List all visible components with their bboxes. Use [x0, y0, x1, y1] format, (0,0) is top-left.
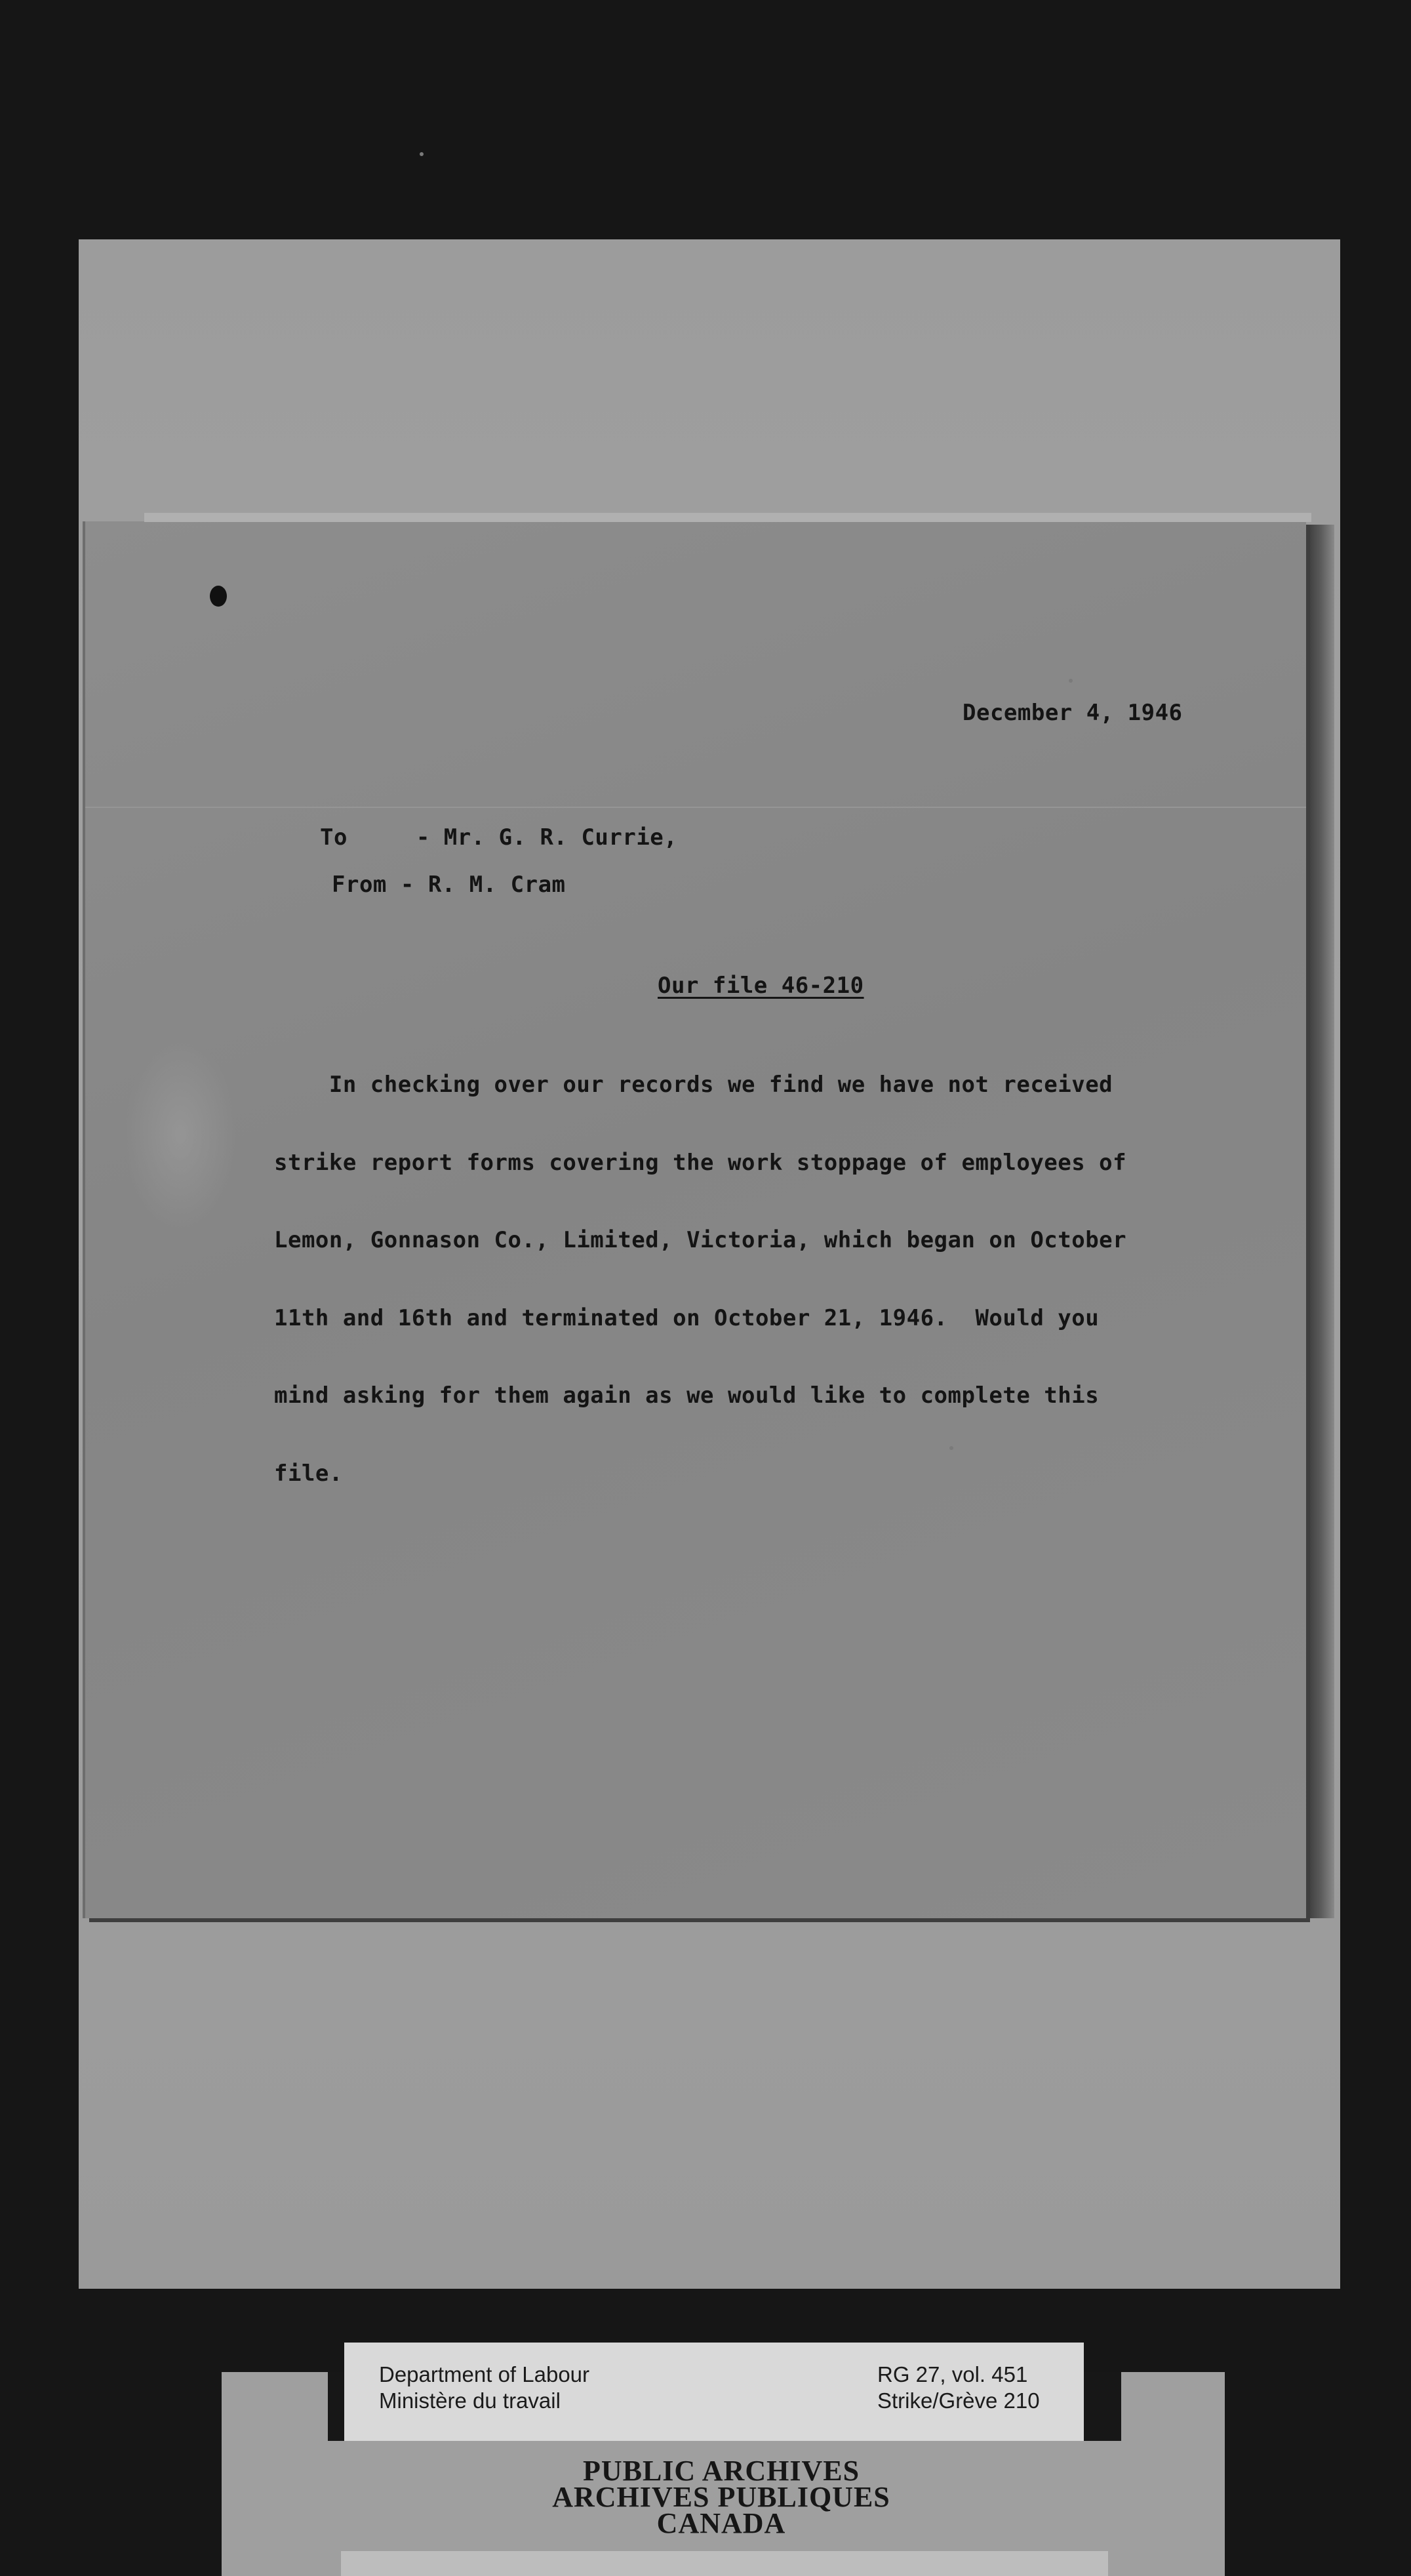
memo-from-row: [332, 872, 566, 897]
memo-body: [274, 1020, 1205, 1539]
stamp-line: CANADA: [656, 2507, 786, 2539]
body-line: strike report forms covering the work stoppage of employees of: [274, 1149, 1127, 1176]
film-speck: [949, 1446, 953, 1450]
label-shadow: [1082, 2372, 1121, 2441]
stamp-line: ARCHIVES PUBLIQUES: [552, 2481, 890, 2513]
memo-shadow-edge: [1302, 525, 1334, 1918]
memo-date: December 4, 1946: [963, 700, 1183, 726]
archive-stamp: [459, 2455, 984, 2539]
fingerprint-smudge: [125, 1036, 236, 1233]
body-line: Lemon, Gonnason Co., Limited, Victoria, which began on October: [274, 1227, 1127, 1253]
memo-fold-line: [85, 807, 1306, 808]
label-department-fr: Ministère du travail: [379, 2388, 561, 2413]
label-strike-ref: Strike/Grève 210: [877, 2388, 1040, 2413]
stamp-line: PUBLIC ARCHIVES: [582, 2455, 860, 2487]
label-record-group: RG 27, vol. 451: [877, 2362, 1028, 2386]
from-label: From: [332, 872, 387, 898]
from-value: - R. M. Cram: [400, 872, 566, 898]
body-line: 11th and 16th and terminated on October 21, 1946. Would you: [274, 1304, 1100, 1331]
file-reference: Our file 46-210: [658, 973, 864, 999]
bottom-strip: [341, 2551, 1108, 2576]
label-department-en: Department of Labour: [379, 2362, 590, 2386]
memo-top-edge: [144, 513, 1311, 522]
punch-hole: [210, 586, 227, 607]
to-label: To: [320, 824, 348, 851]
memo-to-row: [320, 825, 677, 850]
body-line: mind asking for them again as we would like to complete this: [274, 1382, 1100, 1409]
body-line: file.: [274, 1460, 343, 1487]
film-speck: [420, 152, 424, 156]
to-value: - Mr. G. R. Currie,: [416, 824, 678, 851]
film-speck: [1069, 679, 1073, 683]
body-line: In checking over our records we find we have not received: [274, 1072, 1113, 1098]
